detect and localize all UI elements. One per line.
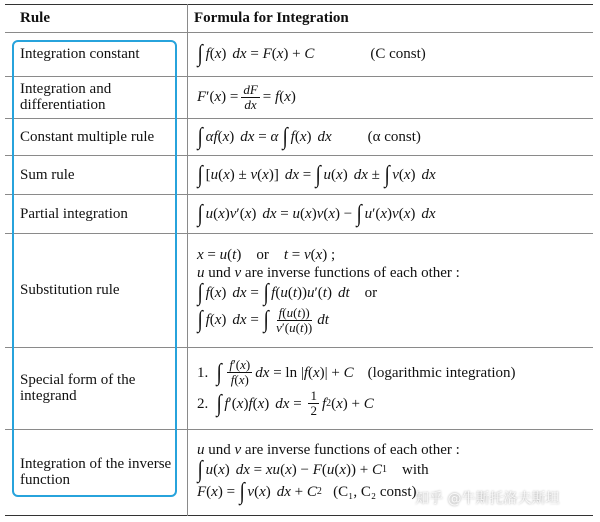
rule-constant-multiple: Constant multiple rule xyxy=(20,128,155,145)
or-text: or xyxy=(364,284,378,301)
inverse-text: are inverse functions of each other : xyxy=(244,264,460,281)
rule-integration-constant: Integration constant xyxy=(20,46,140,62)
und-text: und xyxy=(208,264,231,281)
formula-inverse-function: u und v are inverse functions of each other : ∫ u ( x ) dx = xu ( x ) − F ( u ( x )) + C 1 with F ( x ) = ∫ v ( x ) dx + C 2 (C₁, C₂ const) xyxy=(197,442,460,505)
formula-partial-integration: ∫ u ( x ) v ′( x ) dx = u ( x ) v ( x ) − ∫ u ′( x ) v ( x ) dx xyxy=(197,200,436,227)
formula-substitution: x = u ( t ) or t = v ( x ) ; u und v are inverse functions of each other : ∫ f ( x ) dx = ∫ f ( u ( t )) u ′( t ) dt or ∫ f ( x ) dx = ∫ $\frac{f(u(t))}{v'(u(t))}$ dt xyxy=(197,246,460,335)
formula-integration-constant: ∫ f ( x ) dx = F ( x ) + C (C const) xyxy=(197,41,426,67)
table-bottom-border xyxy=(5,515,593,516)
rule-column-highlight xyxy=(12,40,177,497)
note-constant: (C const) xyxy=(370,46,426,62)
formula-sum: ∫ [ u ( x ) ± v ( x )] dx = ∫ u ( x ) dx ± ∫ v ( x ) dx xyxy=(197,161,436,188)
rule-inverse-function: Integration of the inverse function xyxy=(20,456,172,488)
note-inverse-const: (C₁, C₂ const) xyxy=(333,484,417,500)
item-1: 1. xyxy=(197,364,209,381)
or-text: or xyxy=(256,246,269,263)
formula-integration-and-differentiation: F ′( x ) = $\frac{dF}{dx}$ = f ( x ) xyxy=(197,81,296,112)
header-rule: Rule xyxy=(20,10,50,26)
header-formula: Formula for Integration xyxy=(194,10,349,26)
note-constant-multiple: (α const) xyxy=(367,128,421,145)
formula-special-form: 1. ∫ $\frac{f'(x)}{f(x)}$ dx = ln | f ( x )| + C (logarithmic integration) 2. ∫ f ′( x ) f ( x ) dx = $\frac{1}{2}$ f 2 ( x ) + C xyxy=(197,357,516,418)
watermark: 知乎 @牛斯托洛夫斯坦 xyxy=(415,491,560,507)
rule-special-form: Special form of the integrand xyxy=(20,372,136,404)
formula-constant-multiple: ∫ αf ( x ) dx = α ∫ f ( x ) dx (α const) xyxy=(197,123,421,150)
item-2: 2. xyxy=(197,395,209,412)
rule-integration-and-differentiation: Integration and differentiation xyxy=(20,81,112,113)
rule-sum: Sum rule xyxy=(20,166,75,183)
rule-substitution: Substitution rule xyxy=(20,282,120,298)
note-log: (logarithmic integration) xyxy=(367,364,516,381)
inverse-text: are inverse functions of each other : xyxy=(244,442,460,458)
column-divider xyxy=(187,4,188,516)
with-text: with xyxy=(402,462,429,478)
und-text: und xyxy=(208,442,231,458)
rule-partial-integration: Partial integration xyxy=(20,205,128,222)
